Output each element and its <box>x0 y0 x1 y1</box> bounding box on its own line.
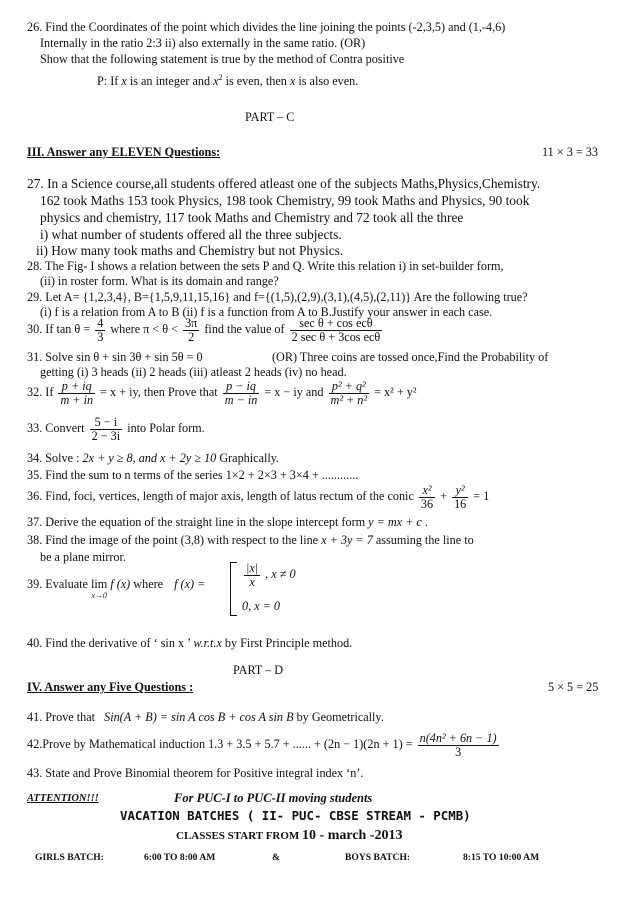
question-26-line-1: 26. Find the Coordinates of the point which divides the line joining the points (-2,3,5) and (1,-4,6) <box>27 20 506 34</box>
case-brace <box>230 562 237 616</box>
question-27-line-2: 162 took Maths 153 took Physics, 198 took Chemistry, 99 took Maths and Physics, 90 took <box>40 193 530 208</box>
batch-separator: & <box>272 852 280 863</box>
classes-start-label: CLASSES START FROM 10 - march -2013 <box>176 828 403 843</box>
vacation-batches-banner: VACATION BATCHES ( II- PUC- CBSE STREAM - PCMB) <box>120 808 471 823</box>
question-26-statement: P: If x is an integer and $x^2$ is even, then x is also even. <box>97 73 359 89</box>
question-26-line-2: Internally in the ratio 2:3 ii) also externally in the same ratio. (OR) <box>40 36 366 50</box>
question-32: 32. If $\frac{p + iq}{m + in}$ = x + iy, then Prove that $\frac{p - iq}{m - in}$ = x − iy and $\frac{\text{p² + q²}}{\text{m² + n²}}$ = x² + y² <box>27 378 417 407</box>
question-40: 40. Find the derivative of ‘ sin x ’ w.r.t.x by First Principle method. <box>27 636 353 650</box>
question-41: 41. Prove that Sin(A + B) = sin A cos B + cos A sin B by Geometrically. <box>27 710 384 724</box>
question-35: 35. Find the sum to n terms of the series 1×2 + 2×3 + 3×4 + ............ <box>27 468 359 482</box>
question-39-case-1: $\frac{|x|}{x}$ , x ≠ 0 <box>246 560 296 589</box>
section-4-marks: 5 × 5 = 25 <box>548 680 599 694</box>
question-39-intro: 39. Evaluate lim x→0 f (x) where f (x) = <box>27 577 206 600</box>
moving-students-note: For PUC-I to PUC-II moving students <box>174 791 373 805</box>
part-c-heading: PART – C <box>245 110 295 124</box>
girls-batch-label: GIRLS BATCH: <box>35 852 104 863</box>
question-27-line-3: physics and chemistry, 117 took Maths and Chemistry and 72 took all the three <box>40 210 464 225</box>
section-4-title <box>27 680 193 694</box>
boys-batch-label: BOYS BATCH: <box>345 852 411 863</box>
section-3-title <box>27 145 220 159</box>
question-37: 37. Derive the equation of the straight line in the slope intercept form y = mx + c . <box>27 515 428 529</box>
section-3-title-text: III. Answer any ELEVEN Questions: <box>27 145 221 159</box>
boys-batch-time: 8:15 TO 10:00 AM <box>463 852 540 863</box>
girls-batch-time: 6:00 TO 8:00 AM <box>144 852 216 863</box>
question-27-line-5: ii) How many took maths and Chemistry but not Physics. <box>36 243 344 258</box>
attention-label: ATTENTION!!! <box>27 793 99 804</box>
question-38-line-2: be a plane mirror. <box>40 550 126 564</box>
question-34: 34. Solve : 2x + y ≥ 8, and x + 2y ≥ 10 Graphically. <box>27 451 280 465</box>
question-26-line-3: Show that the following statement is true by the method of Contra positive <box>40 52 405 66</box>
question-42: 42.Prove by Mathematical induction 1.3 + 3.5 + 5.7 + ...... + (2n − 1)(2n + 1) = $\frac{\text{n(4n² + 6n − 1)}}{3}$ <box>27 730 497 759</box>
section-4-title-text: IV. Answer any Five Questions : <box>27 680 194 694</box>
question-43: 43. State and Prove Binomial theorem for Positive integral index ‘n’. <box>27 766 364 780</box>
question-38-line-1: 38. Find the image of the point (3,8) with respect to the line x + 3y = 7 assuming the line to <box>27 533 474 547</box>
question-39-case-2: 0, x = 0 <box>242 599 281 613</box>
question-36: 36. Find, foci, vertices, length of major axis, length of latus rectum of the conic $\frac{\text{x²}}{36}$ + $\frac{\text{y²}}{16}$ = 1 <box>27 482 490 511</box>
question-31-line-1-or: (OR) Three coins are tossed once,Find the Probability of <box>272 350 549 364</box>
question-28-line-2: (ii) in roster form. What is its domain and range? <box>40 274 279 288</box>
question-27-line-4: i) what number of students offered all the three subjects. <box>40 227 342 242</box>
question-31-line-2: getting (i) 3 heads (ii) 2 heads (iii) atleast 2 heads (iv) no head. <box>40 365 347 379</box>
question-31-line-1: 31. Solve sin θ + sin 3θ + sin 5θ = 0 <box>27 350 203 364</box>
question-27-line-1: 27. In a Science course,all students offered atleast one of the subjects Maths,Physics,Chemistry. <box>27 176 541 191</box>
question-28-line-1: 28. The Fig- I shows a relation between the sets P and Q. Write this relation i) in set-builder form, <box>27 259 504 273</box>
question-33: 33. Convert $\frac{5 - i}{2 - 3i}$ into Polar form. <box>27 414 205 443</box>
question-29-line-1: 29. Let A= {1,2,3,4}, B={1,5,9,11,15,16} and f={(1,5),(2,9),(3,1),(4,5),(2,11)} Are the following true? <box>27 290 528 304</box>
part-d-heading: PART – D <box>233 663 284 677</box>
question-29-line-2: (i) f is a relation from A to B (ii) f is a function from A to B.Justify your answer in each case. <box>40 305 493 319</box>
question-30: 30. If tan θ = $\frac{4}{3}$ where π < θ < $\frac{3\pi}{2}$ find the value of $\frac{\text{sec θ + cos ecθ}}{\text{2 sec θ + 3cos ecθ}}$ <box>27 315 381 344</box>
section-3-marks: 11 × 3 = 33 <box>542 145 598 159</box>
